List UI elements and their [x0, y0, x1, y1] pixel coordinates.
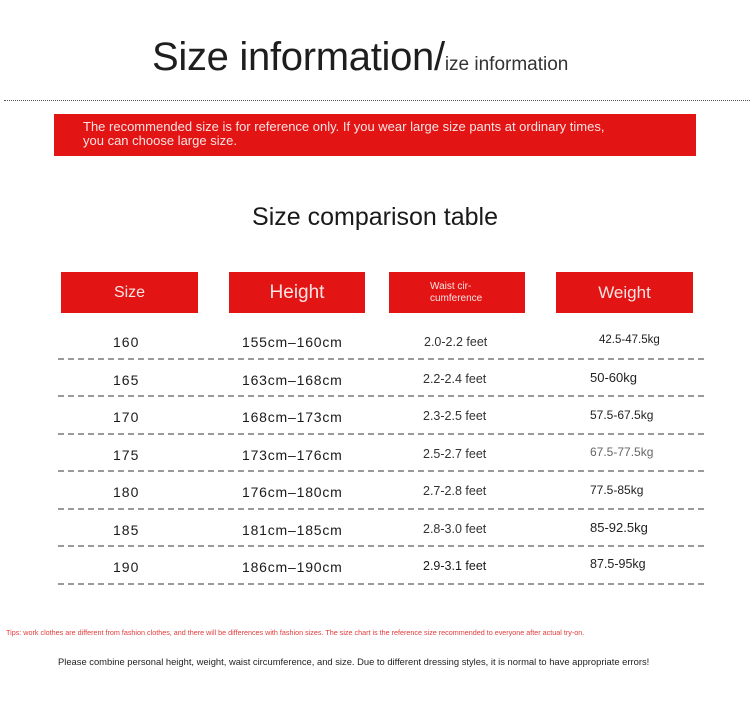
banner-text-line-1: The recommended size is for reference only. If you wear large size pants at ordinary times,: [83, 119, 605, 134]
cell-size: 175: [113, 446, 140, 463]
note-text: Please combine personal height, weight, waist circumference, and size. Due to different dressing styles, it is normal to have appropriate errors!: [58, 656, 650, 667]
cell-waist: 2.7-2.8 feet: [423, 484, 487, 498]
table-row: [0, 472, 750, 510]
table-row: [0, 547, 750, 585]
page-title-sub: ize information: [444, 54, 569, 75]
cell-size: 160: [113, 334, 140, 350]
cell-height: 173cm–176cm: [242, 446, 343, 463]
table-row: [0, 360, 750, 398]
cell-height: 168cm–173cm: [242, 409, 343, 425]
header-height: Height: [229, 272, 365, 313]
cell-weight: 87.5-95kg: [590, 557, 646, 571]
cell-waist: 2.2-2.4 feet: [423, 371, 487, 386]
cell-size: 165: [113, 371, 140, 388]
page-title: [152, 35, 568, 80]
table-row: [0, 397, 750, 435]
cell-weight: 42.5-47.5kg: [599, 334, 660, 346]
cell-height: 163cm–168cm: [242, 371, 343, 388]
cell-waist: 2.9-3.1 feet: [423, 559, 487, 573]
cell-weight: 57.5-67.5kg: [590, 408, 654, 422]
banner-text-line-2: you can choose large size.: [83, 133, 237, 148]
header-weight: Weight: [556, 272, 693, 313]
cell-waist: 2.5-2.7 feet: [423, 446, 487, 461]
table-row: [0, 322, 750, 360]
cell-height: 181cm–185cm: [242, 521, 343, 538]
table-row: [0, 510, 750, 548]
dotted-divider: [4, 100, 750, 101]
cell-height: 155cm–160cm: [242, 334, 343, 350]
cell-waist: 2.3-2.5 feet: [423, 409, 487, 423]
tips-text: Tips: work clothes are different from fashion clothes, and there will be differences with fashion sizes. The size chart is the reference size recommended to everyone after actual try-on.: [6, 628, 585, 637]
cell-weight: 77.5-85kg: [590, 483, 644, 497]
page-title-main: Size information/: [152, 35, 445, 79]
recommendation-banner: [54, 114, 696, 156]
cell-height: 186cm–190cm: [242, 559, 343, 575]
header-waist-line-1: Waist cir-: [430, 280, 472, 292]
header-waist-line-2: cumference: [430, 292, 483, 304]
cell-waist: 2.8-3.0 feet: [423, 521, 487, 536]
size-table: [0, 322, 750, 585]
header-waist: [389, 272, 525, 313]
cell-weight: 85-92.5kg: [590, 519, 648, 535]
cell-size: 170: [113, 409, 140, 425]
row-divider: [58, 583, 704, 585]
cell-weight: 50-60kg: [590, 369, 637, 385]
cell-waist: 2.0-2.2 feet: [424, 335, 488, 349]
cell-size: 190: [113, 559, 140, 575]
cell-weight: 67.5-77.5kg: [590, 444, 654, 459]
header-size: Size: [61, 272, 198, 313]
cell-height: 176cm–180cm: [242, 484, 343, 500]
table-title: Size comparison table: [252, 203, 498, 231]
table-row: [0, 435, 750, 473]
cell-size: 185: [113, 521, 140, 538]
cell-size: 180: [113, 484, 140, 500]
